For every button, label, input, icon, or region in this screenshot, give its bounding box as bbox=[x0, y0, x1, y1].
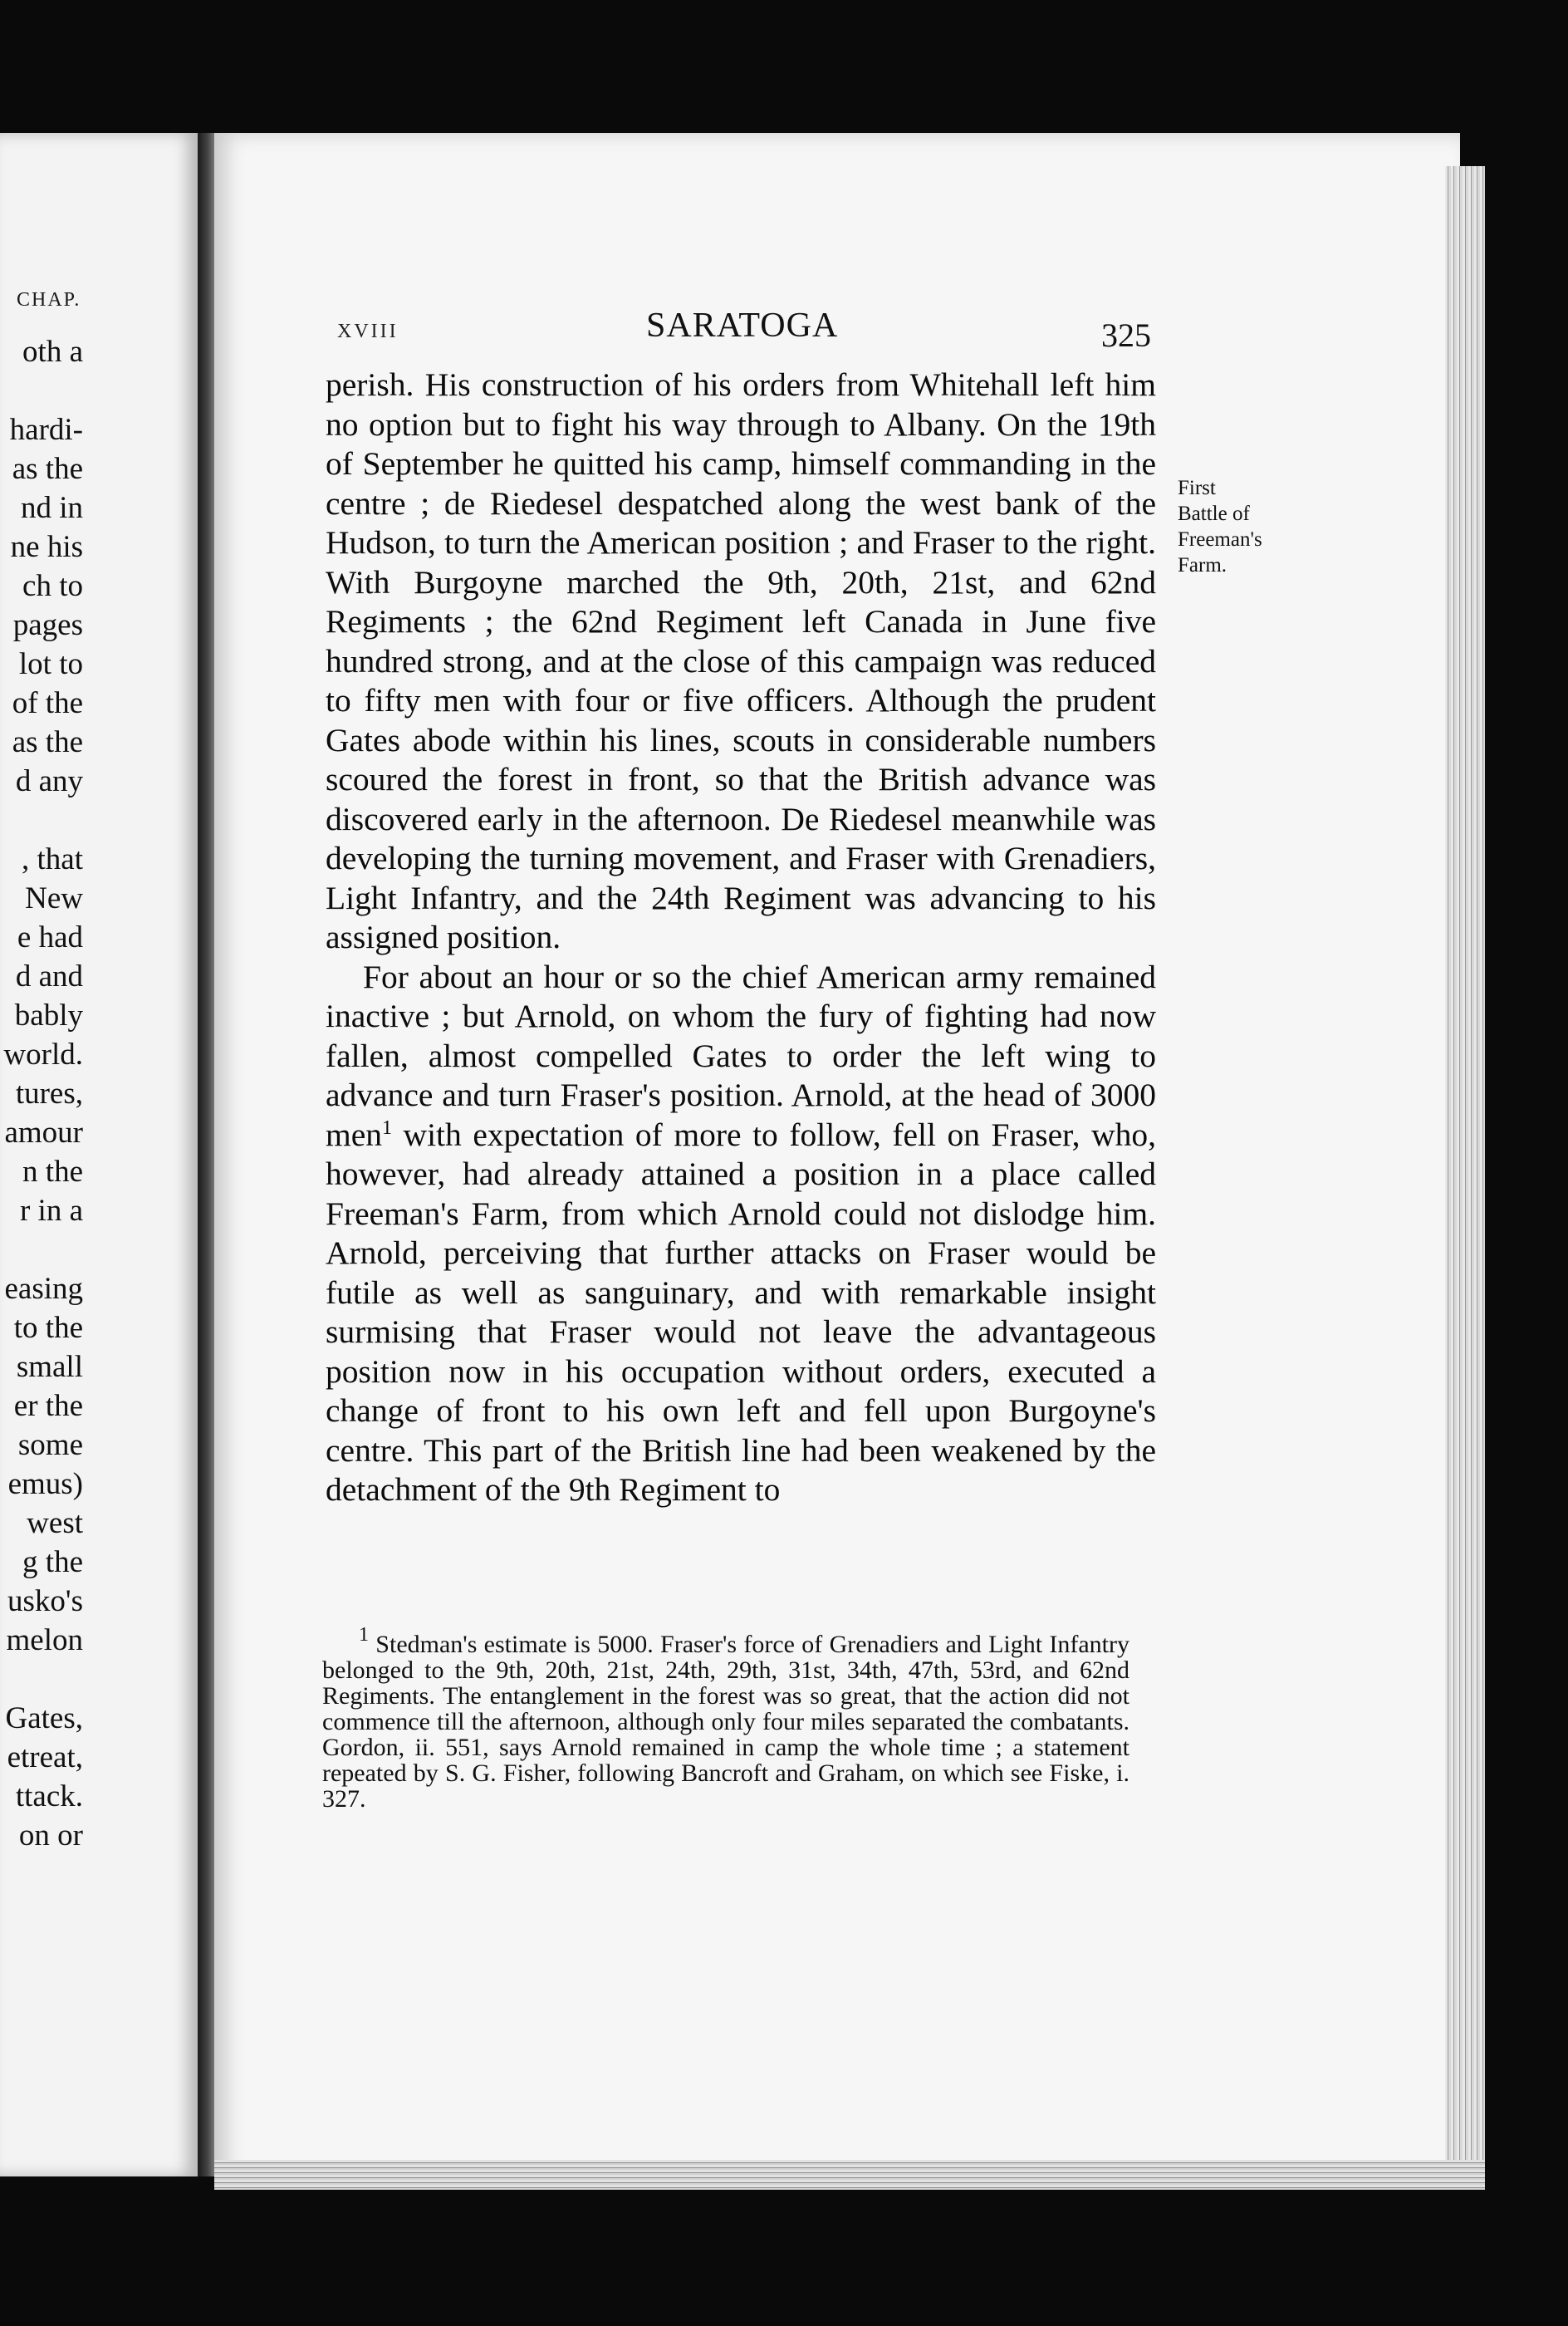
page-number: 325 bbox=[1101, 317, 1151, 354]
left-page-line: bably bbox=[14, 999, 83, 1033]
left-page-line: g the bbox=[22, 1545, 83, 1579]
bottom-page-edges bbox=[214, 2160, 1485, 2190]
left-page-line: tures, bbox=[15, 1077, 83, 1111]
left-page-line: ttack. bbox=[15, 1779, 83, 1813]
left-page-line: on or bbox=[18, 1818, 83, 1852]
sidenote-line: Farm. bbox=[1178, 554, 1227, 577]
left-page-line: ch to bbox=[22, 569, 83, 603]
left-page-line bbox=[3, 1660, 83, 1699]
book-gutter bbox=[198, 133, 214, 2176]
left-page-line: d and bbox=[15, 959, 83, 994]
paragraph-2 bbox=[326, 958, 1156, 1510]
left-page-line: amour bbox=[4, 1116, 83, 1150]
paragraph-2-part-1: For about an hour or so the chief American army remained inactive ; but Arnold, on whom the fury of fighting had now fallen, almost compelled Gates to order the left wing to advance and turn Fraser's position. Arnold, at the head of 3000 men bbox=[326, 958, 1156, 1153]
left-page-line: e had bbox=[17, 920, 83, 954]
left-page-line bbox=[3, 801, 83, 840]
left-page-line bbox=[3, 371, 83, 410]
left-page-line: pages bbox=[12, 608, 83, 642]
running-head bbox=[337, 306, 1168, 356]
paragraph-1: perish. His construction of his orders from Whitehall left him no option but to fight his way through to Albany. On the 19th of September he quitted his camp, himself commanding in the centre ; de Riedesel despatched along the west bank of the Hudson, to turn the American position ; and Fraser to the right. With Burgoyne marched the 9th, 20th, 21st, and 62nd Regiments ; the 62nd Regiment left Canada in June five hundred strong, and at the close of this campaign was reduced to fifty men with four or five officers. Although the prudent Gates abode within his lines, scouts in considerable numbers scoured the forest in front, so that the British advance was discovered early in the afternoon. De Riedesel meanwhile was developing the turning movement, and Fraser with Grenadiers, Light Infantry, and the 24th Regiment was advancing to his assigned position. bbox=[326, 366, 1156, 955]
paragraph-2-part-2: with expectation of more to follow, fell on Fraser, who, however, had already attained a position in a place called Freeman's Farm, from which Arnold could not dislodge him. Arnold, perceiving that further attacks on Fraser would be futile as well as sanguinary, and with remarkable insight surmising that Fraser would not leave the advantageous position now in his occupation without orders, executed a change of front to his own left and fell upon Burgoyne's centre. This part of the British line had been weakened by the detachment of the 9th Regiment to bbox=[326, 1116, 1156, 1508]
left-page-line: as the bbox=[12, 452, 83, 486]
footnote bbox=[322, 1624, 1129, 1813]
left-page-line: New bbox=[25, 881, 83, 915]
running-head-title: SARATOGA bbox=[646, 307, 839, 345]
left-page-line: oth a bbox=[22, 335, 83, 369]
left-page-line: , that bbox=[22, 842, 83, 876]
left-page-line: hardi- bbox=[9, 413, 83, 447]
margin-sidenote bbox=[1178, 475, 1311, 578]
left-page-line: nd in bbox=[20, 491, 83, 525]
left-page-line: world. bbox=[3, 1038, 83, 1072]
sidenote-line: Battle of bbox=[1178, 503, 1250, 525]
left-page-chapter-label: CHAP. bbox=[17, 289, 81, 311]
left-page-line: d any bbox=[15, 764, 83, 798]
left-page-line: some bbox=[17, 1428, 83, 1462]
sidenote-line: First bbox=[1178, 477, 1216, 499]
footnote-paragraph bbox=[322, 1624, 1129, 1813]
footnote-marker: 1 bbox=[359, 1624, 369, 1646]
body-text bbox=[326, 366, 1156, 1510]
sidenote-line: Freeman's bbox=[1178, 528, 1262, 551]
left-page-line: er the bbox=[13, 1389, 83, 1423]
left-page-line: etreat, bbox=[7, 1740, 83, 1774]
left-page-line: to the bbox=[13, 1311, 83, 1345]
left-page-line: ne his bbox=[10, 530, 83, 564]
left-page-line: as the bbox=[12, 725, 83, 759]
page-edges bbox=[1445, 166, 1485, 2185]
left-page-line: west bbox=[27, 1506, 83, 1540]
left-page-line: n the bbox=[22, 1155, 83, 1189]
left-page-line: easing bbox=[4, 1272, 83, 1306]
left-page-line: small bbox=[16, 1350, 83, 1384]
left-page-line: melon bbox=[6, 1623, 83, 1657]
running-head-chapter: XVIII bbox=[337, 321, 399, 342]
left-page-line: emus) bbox=[7, 1467, 83, 1501]
left-page-text-fragments bbox=[3, 332, 83, 1855]
left-page-line: Gates, bbox=[5, 1701, 83, 1735]
footnote-reference: 1 bbox=[382, 1116, 393, 1139]
left-page-line: usko's bbox=[7, 1584, 83, 1618]
left-page-line: lot to bbox=[18, 647, 83, 681]
footnote-text: Stedman's estimate is 5000. Fraser's force of Grenadiers and Light Infantry belonged to the 9th, 20th, 21st, 24th, 29th, 31st, 34th, 47th, 53rd, and 62nd Regiments. The entanglement in the forest was so great, that the action did not commence till the afternoon, although only four miles separated the combatants. Gordon, ii. 551, says Arnold remained in camp the whole time ; a statement repeated by S. G. Fisher, following Bancroft and Graham, on which see Fiske, i. 327. bbox=[322, 1631, 1129, 1813]
left-facing-page bbox=[0, 133, 198, 2176]
left-page-line: of the bbox=[12, 686, 83, 720]
left-page-line bbox=[3, 1230, 83, 1269]
left-page-line: r in a bbox=[19, 1194, 83, 1228]
